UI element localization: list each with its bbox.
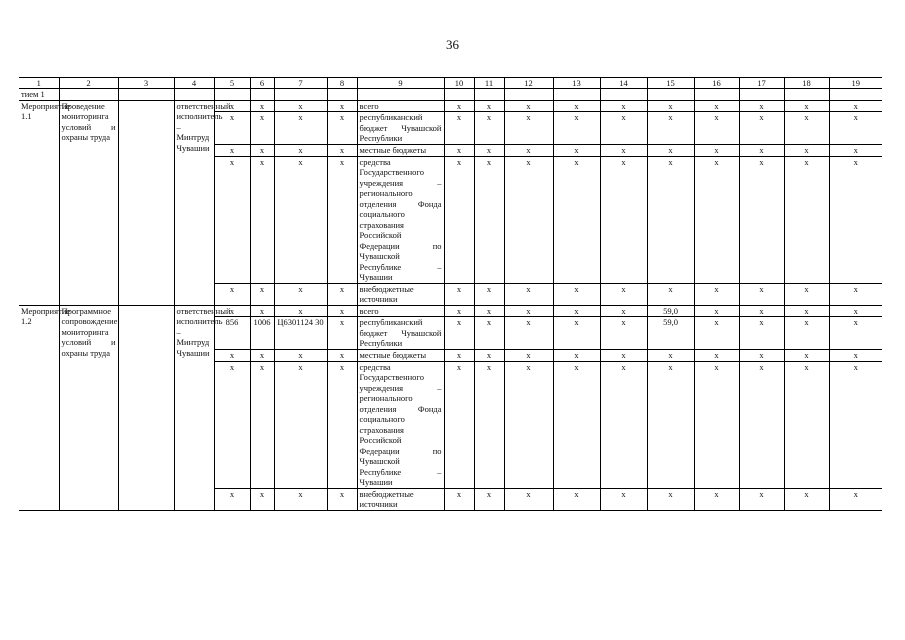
csr-code: x <box>274 361 327 488</box>
csr-code: x <box>274 112 327 145</box>
year-value: x <box>553 112 600 145</box>
year-value: x <box>784 305 829 317</box>
year-value: x <box>647 112 694 145</box>
year-value: x <box>474 112 504 145</box>
year-value: 59,0 <box>647 317 694 350</box>
year-value: x <box>474 350 504 362</box>
gr-code: x <box>214 145 250 157</box>
continuation-row <box>19 89 882 101</box>
year-value: x <box>444 145 474 157</box>
year-value: x <box>829 156 882 283</box>
funding-source: средства Государственного учреждения – регионального отделения Фонда социального страхования Российской Федерации по Чувашской Республике – Чувашии <box>357 361 444 488</box>
year-value: x <box>600 361 647 488</box>
year-value: x <box>504 488 553 510</box>
year-value: x <box>694 317 739 350</box>
column-number: 12 <box>504 78 553 89</box>
empty-cell <box>174 89 214 101</box>
year-value: x <box>784 488 829 510</box>
empty-cell <box>647 89 694 101</box>
column-number: 13 <box>553 78 600 89</box>
page-number: 36 <box>446 37 459 52</box>
year-value: x <box>444 361 474 488</box>
gr-code: x <box>214 156 250 283</box>
rz-pr-code: x <box>250 350 274 362</box>
year-value: x <box>784 350 829 362</box>
year-value: x <box>647 100 694 112</box>
vr-code: x <box>327 156 357 283</box>
year-value: x <box>829 350 882 362</box>
year-value: x <box>739 361 784 488</box>
year-value: x <box>647 283 694 305</box>
year-value: x <box>600 305 647 317</box>
gr-code: x <box>214 112 250 145</box>
year-value: x <box>694 145 739 157</box>
vr-code: x <box>327 305 357 317</box>
year-value: x <box>504 112 553 145</box>
event-description: Проведение мониторинга условий и охраны труда <box>59 100 118 305</box>
year-value: x <box>474 145 504 157</box>
csr-code: x <box>274 305 327 317</box>
year-value: x <box>474 317 504 350</box>
year-value: x <box>474 361 504 488</box>
vr-code: x <box>327 283 357 305</box>
year-value: x <box>444 156 474 283</box>
continuation-label: тием 1 <box>19 89 59 101</box>
year-value: x <box>784 283 829 305</box>
gr-code: 856 <box>214 317 250 350</box>
empty-cell <box>118 305 174 510</box>
year-value: x <box>739 350 784 362</box>
csr-code: x <box>274 283 327 305</box>
column-number: 5 <box>214 78 250 89</box>
year-value: x <box>553 317 600 350</box>
csr-code: x <box>274 350 327 362</box>
gr-code: x <box>214 305 250 317</box>
empty-cell <box>274 89 327 101</box>
empty-cell <box>327 89 357 101</box>
empty-cell <box>739 89 784 101</box>
year-value: x <box>553 361 600 488</box>
event-description: Программное сопровождение мониторинга условий и охраны труда <box>59 305 118 510</box>
year-value: x <box>694 350 739 362</box>
year-value: x <box>504 145 553 157</box>
empty-cell <box>118 100 174 305</box>
rz-pr-code: 1006 <box>250 317 274 350</box>
column-number: 1 <box>19 78 59 89</box>
year-value: x <box>829 361 882 488</box>
year-value: x <box>444 112 474 145</box>
year-value: x <box>739 283 784 305</box>
event-name: Мероприятие 1.2 <box>19 305 59 510</box>
funding-source: республиканский бюджет Чувашской Республики <box>357 317 444 350</box>
year-value: x <box>504 283 553 305</box>
column-number: 11 <box>474 78 504 89</box>
csr-code: x <box>274 156 327 283</box>
column-number: 7 <box>274 78 327 89</box>
empty-cell <box>118 89 174 101</box>
csr-code: x <box>274 145 327 157</box>
year-value: x <box>504 305 553 317</box>
year-value: x <box>829 112 882 145</box>
year-value: x <box>647 145 694 157</box>
empty-cell <box>59 89 118 101</box>
empty-cell <box>829 89 882 101</box>
year-value: x <box>600 145 647 157</box>
empty-cell <box>504 89 553 101</box>
empty-cell <box>600 89 647 101</box>
year-value: x <box>600 488 647 510</box>
column-number: 18 <box>784 78 829 89</box>
csr-code: x <box>274 488 327 510</box>
year-value: x <box>647 488 694 510</box>
column-number: 15 <box>647 78 694 89</box>
vr-code: x <box>327 350 357 362</box>
year-value: x <box>474 283 504 305</box>
year-value: x <box>829 283 882 305</box>
empty-cell <box>694 89 739 101</box>
funding-source: всего <box>357 100 444 112</box>
column-number: 19 <box>829 78 882 89</box>
empty-cell <box>250 89 274 101</box>
vr-code: x <box>327 112 357 145</box>
empty-cell <box>553 89 600 101</box>
funding-source: местные бюджеты <box>357 350 444 362</box>
year-value: x <box>600 100 647 112</box>
year-value: x <box>444 488 474 510</box>
vr-code: x <box>327 361 357 488</box>
year-value: x <box>553 100 600 112</box>
column-number: 6 <box>250 78 274 89</box>
year-value: x <box>829 305 882 317</box>
year-value: x <box>444 350 474 362</box>
column-number: 10 <box>444 78 474 89</box>
year-value: x <box>600 317 647 350</box>
rz-pr-code: x <box>250 488 274 510</box>
year-value: x <box>553 488 600 510</box>
year-value: x <box>474 488 504 510</box>
funding-source: внебюджетные источники <box>357 488 444 510</box>
year-value: x <box>504 100 553 112</box>
funding-source: местные бюджеты <box>357 145 444 157</box>
year-value: x <box>553 283 600 305</box>
year-value: x <box>784 156 829 283</box>
year-value: x <box>504 350 553 362</box>
table-row <box>19 100 882 112</box>
year-value: x <box>553 156 600 283</box>
year-value: x <box>739 317 784 350</box>
rz-pr-code: x <box>250 100 274 112</box>
year-value: x <box>504 156 553 283</box>
year-value: x <box>444 283 474 305</box>
empty-cell <box>784 89 829 101</box>
year-value: x <box>739 100 784 112</box>
year-value: x <box>739 305 784 317</box>
csr-code: x <box>274 100 327 112</box>
year-value: x <box>600 350 647 362</box>
column-number: 2 <box>59 78 118 89</box>
year-value: x <box>784 361 829 488</box>
year-value: x <box>647 361 694 488</box>
year-value: x <box>829 100 882 112</box>
rz-pr-code: x <box>250 305 274 317</box>
csr-code: Ц6301124 30 <box>274 317 327 350</box>
funding-source: внебюджетные источники <box>357 283 444 305</box>
column-number: 8 <box>327 78 357 89</box>
year-value: x <box>600 283 647 305</box>
empty-cell <box>474 89 504 101</box>
funding-source: республиканский бюджет Чувашской Республики <box>357 112 444 145</box>
rz-pr-code: x <box>250 112 274 145</box>
year-value: x <box>553 145 600 157</box>
year-value: x <box>553 350 600 362</box>
year-value: x <box>600 156 647 283</box>
year-value: x <box>739 156 784 283</box>
year-value: x <box>694 305 739 317</box>
empty-cell <box>214 89 250 101</box>
year-value: x <box>444 305 474 317</box>
year-value: x <box>829 145 882 157</box>
year-value: x <box>739 145 784 157</box>
year-value: x <box>784 100 829 112</box>
column-number: 14 <box>600 78 647 89</box>
column-number: 16 <box>694 78 739 89</box>
funding-source: всего <box>357 305 444 317</box>
year-value: x <box>784 112 829 145</box>
year-value: x <box>504 361 553 488</box>
vr-code: x <box>327 488 357 510</box>
gr-code: x <box>214 350 250 362</box>
year-value: x <box>444 317 474 350</box>
rz-pr-code: x <box>250 361 274 488</box>
year-value: x <box>739 112 784 145</box>
year-value: x <box>694 112 739 145</box>
year-value: x <box>647 350 694 362</box>
year-value: x <box>600 112 647 145</box>
year-value: x <box>829 488 882 510</box>
vr-code: x <box>327 145 357 157</box>
funding-source: средства Государственного учреждения – регионального отделения Фонда социального страхования Российской Федерации по Чувашской Республике – Чувашии <box>357 156 444 283</box>
year-value: x <box>694 100 739 112</box>
executor: ответственный исполнитель – Минтруд Чувашии <box>174 100 214 283</box>
rz-pr-code: x <box>250 156 274 283</box>
year-value: x <box>474 100 504 112</box>
gr-code: x <box>214 283 250 305</box>
header-row <box>19 78 882 89</box>
column-number: 17 <box>739 78 784 89</box>
year-value: x <box>694 488 739 510</box>
empty-cell <box>174 488 214 510</box>
executor: ответственный исполнитель – Минтруд Чувашии <box>174 305 214 488</box>
year-value: x <box>647 156 694 283</box>
year-value: x <box>474 156 504 283</box>
empty-cell <box>357 89 444 101</box>
column-number: 9 <box>357 78 444 89</box>
year-value: x <box>553 305 600 317</box>
column-number: 3 <box>118 78 174 89</box>
empty-cell <box>444 89 474 101</box>
rz-pr-code: x <box>250 145 274 157</box>
year-value: x <box>474 305 504 317</box>
year-value: x <box>829 317 882 350</box>
event-name: Мероприятие 1.1 <box>19 100 59 305</box>
year-value: x <box>504 317 553 350</box>
vr-code: x <box>327 317 357 350</box>
budget-table <box>19 77 882 511</box>
year-value: x <box>694 361 739 488</box>
year-value: x <box>694 156 739 283</box>
gr-code: x <box>214 100 250 112</box>
year-value: x <box>784 317 829 350</box>
year-value: x <box>444 100 474 112</box>
gr-code: x <box>214 488 250 510</box>
column-number: 4 <box>174 78 214 89</box>
gr-code: x <box>214 361 250 488</box>
vr-code: x <box>327 100 357 112</box>
year-value: 59,0 <box>647 305 694 317</box>
year-value: x <box>784 145 829 157</box>
year-value: x <box>739 488 784 510</box>
table-row <box>19 305 882 317</box>
rz-pr-code: x <box>250 283 274 305</box>
year-value: x <box>694 283 739 305</box>
empty-cell <box>174 283 214 305</box>
